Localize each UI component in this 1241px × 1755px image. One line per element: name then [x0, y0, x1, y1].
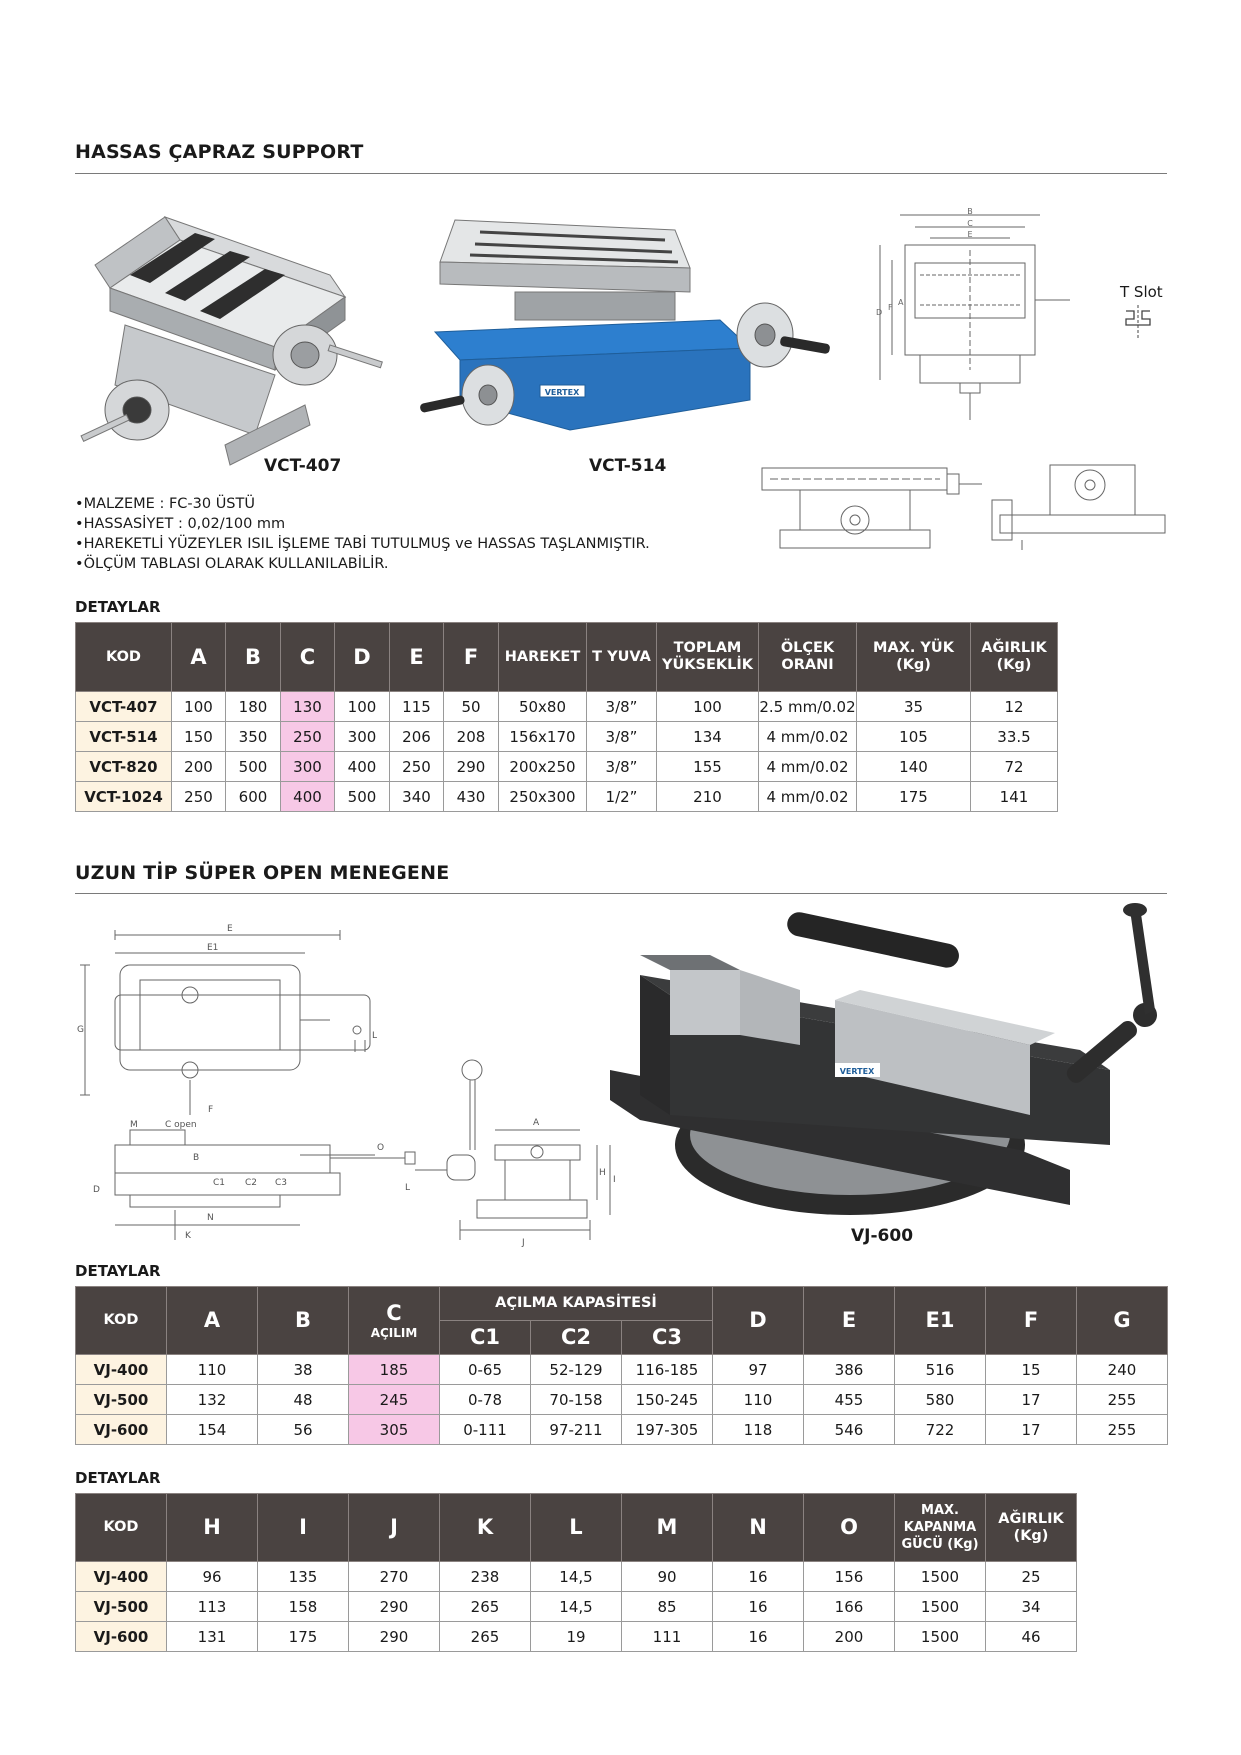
col-a: A: [167, 1287, 258, 1355]
cell: 265: [440, 1592, 531, 1622]
col-c-sub: AÇILIM: [370, 1325, 418, 1340]
cell: 33.5: [971, 722, 1058, 752]
cell: 132: [167, 1385, 258, 1415]
dim-label-l2: L: [405, 1183, 411, 1193]
cell: 386: [804, 1355, 895, 1385]
cell: 135: [258, 1562, 349, 1592]
cell: 50x80: [499, 692, 587, 722]
dim-e-label: E: [967, 230, 973, 239]
col-l: L: [531, 1494, 622, 1562]
cell-highlight: 250: [281, 722, 335, 752]
dim-label-k: K: [185, 1231, 191, 1241]
cell: 141: [971, 782, 1058, 812]
cell: 16: [713, 1592, 804, 1622]
cell: 500: [226, 752, 281, 782]
tslot-icon: [1122, 305, 1154, 341]
vise-technical-drawing: [75, 920, 655, 1255]
cell: 15: [986, 1355, 1077, 1385]
dim-label-b: B: [193, 1153, 200, 1163]
dim-a-label: A: [898, 298, 904, 307]
col-toplam-yukseklik: TOPLAM YÜKSEKLİK: [657, 623, 759, 692]
vise-spec-table: [75, 1286, 1168, 1445]
cell-highlight: 305: [349, 1415, 440, 1445]
col-g: G: [1077, 1287, 1168, 1355]
dim-f-label: F: [888, 303, 893, 312]
dim-label-c1: C1: [213, 1178, 226, 1188]
dim-label-l: L: [372, 1031, 378, 1041]
vct-407-caption: VCT-407: [264, 456, 342, 476]
details-label-1: DETAYLAR: [75, 598, 161, 616]
cell: 3/8”: [587, 722, 657, 752]
col-olcek-orani: ÖLÇEK ORANI: [759, 623, 857, 692]
cell: 722: [895, 1415, 986, 1445]
col-c1: C1: [440, 1321, 531, 1355]
cell: 38: [258, 1355, 349, 1385]
cell: 290: [349, 1592, 440, 1622]
cell: 180: [226, 692, 281, 722]
cell: 200x250: [499, 752, 587, 782]
dim-label-h: H: [599, 1168, 606, 1178]
cell: 455: [804, 1385, 895, 1415]
col-c2: C2: [531, 1321, 622, 1355]
dim-label-j: J: [522, 1238, 525, 1248]
vj-600-product-image: [600, 895, 1170, 1240]
cell: 70-158: [531, 1385, 622, 1415]
cell: 140: [857, 752, 971, 782]
vct-514-product-image: [420, 210, 840, 465]
cell-kod: VJ-600: [76, 1622, 167, 1652]
cell: 17: [986, 1385, 1077, 1415]
cell: 150-245: [622, 1385, 713, 1415]
cell: 48: [258, 1385, 349, 1415]
cell: 1500: [895, 1622, 986, 1652]
cell: 4 mm/0.02: [759, 782, 857, 812]
dim-label-o: O: [377, 1143, 385, 1153]
cell: 100: [335, 692, 390, 722]
cell: 90: [622, 1562, 713, 1592]
cell: 111: [622, 1622, 713, 1652]
dim-label-i: I: [613, 1175, 616, 1185]
cell: 116-185: [622, 1355, 713, 1385]
dim-label-copen: C open: [165, 1120, 197, 1130]
cell: 25: [986, 1562, 1077, 1592]
table-header-row: [76, 623, 1058, 692]
cell: 46: [986, 1622, 1077, 1652]
svg-text:VERTEX: VERTEX: [544, 388, 580, 397]
cell: 0-111: [440, 1415, 531, 1445]
cell-highlight: 300: [281, 752, 335, 782]
table-row: [76, 1355, 1168, 1385]
cell: 290: [444, 752, 499, 782]
cell: 19: [531, 1622, 622, 1652]
cell: 197-305: [622, 1415, 713, 1445]
cell: 155: [657, 752, 759, 782]
bullet-material: • MALZEME : FC-30 ÜSTÜ: [75, 494, 650, 514]
cell: 100: [657, 692, 759, 722]
cell: 200: [804, 1622, 895, 1652]
cell: 52-129: [531, 1355, 622, 1385]
cell: 12: [971, 692, 1058, 722]
col-e1: E1: [895, 1287, 986, 1355]
cell: 1500: [895, 1592, 986, 1622]
cell-highlight: 185: [349, 1355, 440, 1385]
col-f: F: [444, 623, 499, 692]
cell: 290: [349, 1622, 440, 1652]
section-title-cross-support: HASSAS ÇAPRAZ SUPPORT: [75, 141, 364, 163]
cell: 175: [258, 1622, 349, 1652]
cell: 2.5 mm/0.02: [759, 692, 857, 722]
col-kod: KOD: [76, 1494, 167, 1562]
cell-kod: VCT-407: [76, 692, 172, 722]
cell-kod: VJ-400: [76, 1562, 167, 1592]
col-m: M: [622, 1494, 713, 1562]
cell: 97-211: [531, 1415, 622, 1445]
cell: 150: [172, 722, 226, 752]
section-divider: [75, 893, 1167, 894]
cross-support-spec-table: [75, 622, 1058, 812]
col-kod: KOD: [76, 1287, 167, 1355]
cell: 156: [804, 1562, 895, 1592]
cell-kod: VCT-1024: [76, 782, 172, 812]
cell: 265: [440, 1622, 531, 1652]
col-a: A: [172, 623, 226, 692]
dim-label-c3: C3: [275, 1178, 288, 1188]
cell: 500: [335, 782, 390, 812]
col-d: D: [713, 1287, 804, 1355]
cell: 546: [804, 1415, 895, 1445]
col-h: H: [167, 1494, 258, 1562]
cell-highlight: 245: [349, 1385, 440, 1415]
col-d: D: [335, 623, 390, 692]
col-c3: C3: [622, 1321, 713, 1355]
cell: 50: [444, 692, 499, 722]
cell: 113: [167, 1592, 258, 1622]
dim-label-a: A: [533, 1118, 540, 1128]
vise-dimension-table: [75, 1493, 1077, 1652]
cell: 350: [226, 722, 281, 752]
cell-kod: VJ-600: [76, 1415, 167, 1445]
cell: 4 mm/0.02: [759, 752, 857, 782]
cell: 16: [713, 1562, 804, 1592]
section-divider: [75, 173, 1167, 174]
table-row: [76, 1415, 1168, 1445]
cell: 96: [167, 1562, 258, 1592]
cell: 35: [857, 692, 971, 722]
vct-514-caption: VCT-514: [589, 456, 667, 476]
details-label-2: DETAYLAR: [75, 1262, 161, 1280]
dim-b-label: B: [967, 207, 973, 216]
col-max-yuk: MAX. YÜK (Kg): [857, 623, 971, 692]
cell: 255: [1077, 1385, 1168, 1415]
col-c-acilim: [349, 1287, 440, 1355]
cell: 110: [713, 1385, 804, 1415]
col-hareket: HAREKET: [499, 623, 587, 692]
table-header-row: [76, 1287, 1168, 1321]
col-b: B: [258, 1287, 349, 1355]
cell: 110: [167, 1355, 258, 1385]
cell: 255: [1077, 1415, 1168, 1445]
cell: 430: [444, 782, 499, 812]
cell: 3/8”: [587, 692, 657, 722]
col-group-acilma-kapasitesi: AÇILMA KAPASİTESİ: [440, 1287, 713, 1321]
cell: 340: [390, 782, 444, 812]
cell: 300: [335, 722, 390, 752]
bullet-measurement-table: • ÖLÇÜM TABLASI OLARAK KULLANILABİLİR.: [75, 554, 650, 574]
dim-label-m: M: [130, 1120, 138, 1130]
dim-label-e: E: [227, 924, 233, 934]
vct-407-product-image: [75, 205, 405, 475]
cell-kod: VJ-500: [76, 1592, 167, 1622]
cell: 1500: [895, 1562, 986, 1592]
col-c-letter: C: [386, 1300, 402, 1325]
col-c: C: [281, 623, 335, 692]
col-i: I: [258, 1494, 349, 1562]
cell: 17: [986, 1415, 1077, 1445]
col-t-yuva: T YUVA: [587, 623, 657, 692]
cell: 97: [713, 1355, 804, 1385]
col-e: E: [390, 623, 444, 692]
tslot-label: T Slot: [1120, 283, 1163, 301]
table-row: [76, 782, 1058, 812]
cell: 131: [167, 1622, 258, 1652]
cell: 72: [971, 752, 1058, 782]
col-max-kapanma-gucu: MAX. KAPANMA GÜCÜ (Kg): [895, 1494, 986, 1562]
cell: 158: [258, 1592, 349, 1622]
table-row: [76, 1592, 1077, 1622]
cell-highlight: 130: [281, 692, 335, 722]
dim-d-label: D: [876, 308, 883, 317]
cell: 0-78: [440, 1385, 531, 1415]
dim-label-n: N: [207, 1213, 214, 1223]
feature-bullets: [75, 494, 650, 574]
col-k: K: [440, 1494, 531, 1562]
cell: 118: [713, 1415, 804, 1445]
col-o: O: [804, 1494, 895, 1562]
cell-highlight: 400: [281, 782, 335, 812]
cell: 166: [804, 1592, 895, 1622]
cross-support-front-side-drawing: [760, 460, 1170, 555]
cell: 14,5: [531, 1592, 622, 1622]
cell: 600: [226, 782, 281, 812]
col-j: J: [349, 1494, 440, 1562]
col-f: F: [986, 1287, 1077, 1355]
cell: 34: [986, 1592, 1077, 1622]
cell: 270: [349, 1562, 440, 1592]
cell: 250: [172, 782, 226, 812]
cell: 56: [258, 1415, 349, 1445]
dim-label-f: F: [208, 1105, 214, 1115]
details-label-3: DETAYLAR: [75, 1469, 161, 1487]
table-row: [76, 1622, 1077, 1652]
dim-label-g: G: [77, 1025, 84, 1035]
cell: 134: [657, 722, 759, 752]
cell: 250: [390, 752, 444, 782]
vj-600-caption: VJ-600: [851, 1226, 914, 1246]
col-b: B: [226, 623, 281, 692]
svg-text:VERTEX: VERTEX: [839, 1067, 875, 1076]
col-agirlik: AĞIRLIK (Kg): [971, 623, 1058, 692]
table-row: [76, 692, 1058, 722]
dim-c-label: C: [967, 219, 973, 228]
col-agirlik: AĞIRLIK (Kg): [986, 1494, 1077, 1562]
cell: 208: [444, 722, 499, 752]
cell-kod: VCT-514: [76, 722, 172, 752]
cell: 85: [622, 1592, 713, 1622]
cell: 0-65: [440, 1355, 531, 1385]
cell: 200: [172, 752, 226, 782]
cell-kod: VJ-400: [76, 1355, 167, 1385]
cross-support-top-view-drawing: [860, 205, 1080, 430]
cell: 206: [390, 722, 444, 752]
dim-label-d: D: [93, 1185, 100, 1195]
table-header-row: [76, 1494, 1077, 1562]
table-row: [76, 1385, 1168, 1415]
cell: 400: [335, 752, 390, 782]
table-row: [76, 1562, 1077, 1592]
dim-label-c2: C2: [245, 1178, 258, 1188]
cell: 240: [1077, 1355, 1168, 1385]
col-e: E: [804, 1287, 895, 1355]
cell: 4 mm/0.02: [759, 722, 857, 752]
cell: 16: [713, 1622, 804, 1652]
col-n: N: [713, 1494, 804, 1562]
cell: 115: [390, 692, 444, 722]
bullet-heat-treatment: • HAREKETLİ YÜZEYLER ISIL İŞLEME TABİ TUTULMUŞ ve HASSAS TAŞLANMIŞTIR.: [75, 534, 650, 554]
cell-kod: VCT-820: [76, 752, 172, 782]
cell: 516: [895, 1355, 986, 1385]
cell: 14,5: [531, 1562, 622, 1592]
cell-kod: VJ-500: [76, 1385, 167, 1415]
section-title-open-vise: UZUN TİP SÜPER OPEN MENEGENE: [75, 862, 450, 884]
dim-label-e1: E1: [207, 943, 219, 953]
col-kod: KOD: [76, 623, 172, 692]
table-row: [76, 752, 1058, 782]
cell: 238: [440, 1562, 531, 1592]
cell: 210: [657, 782, 759, 812]
cell: 100: [172, 692, 226, 722]
cell: 156x170: [499, 722, 587, 752]
cell: 250x300: [499, 782, 587, 812]
cell: 154: [167, 1415, 258, 1445]
cell: 580: [895, 1385, 986, 1415]
cell: 1/2”: [587, 782, 657, 812]
cell: 175: [857, 782, 971, 812]
cell: 3/8”: [587, 752, 657, 782]
cell: 105: [857, 722, 971, 752]
bullet-precision: • HASSASİYET : 0,02/100 mm: [75, 514, 650, 534]
table-row: [76, 722, 1058, 752]
